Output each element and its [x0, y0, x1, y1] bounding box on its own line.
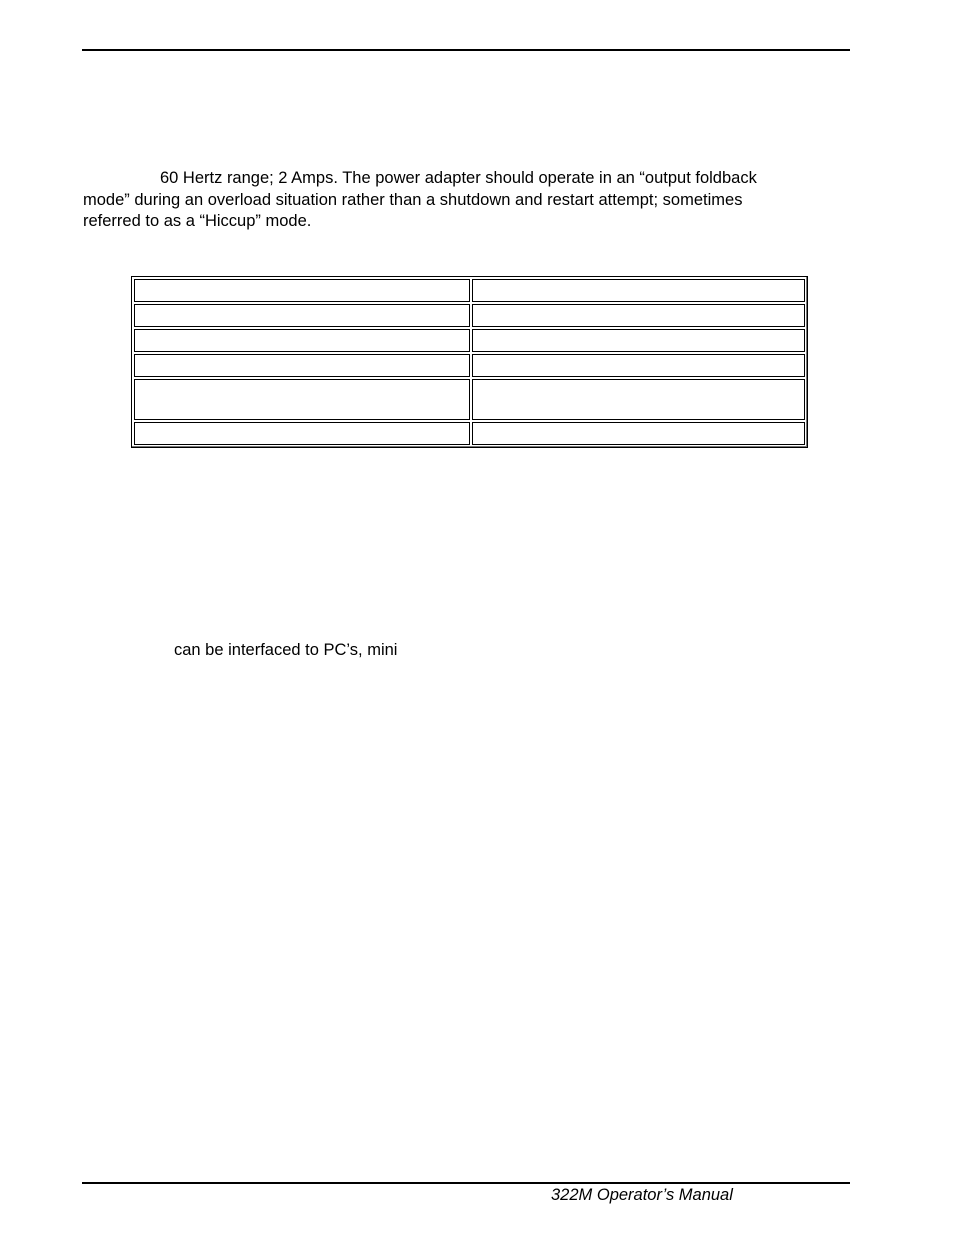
table-cell [134, 304, 470, 327]
footer-manual-title: 322M Operator’s Manual [551, 1186, 733, 1204]
table-row [134, 329, 805, 352]
table-cell [134, 279, 470, 302]
table-cell [472, 379, 805, 420]
table-row [134, 279, 805, 302]
table-cell [472, 422, 805, 445]
power-adapter-paragraph [83, 168, 853, 233]
table-row [134, 379, 805, 420]
interface-text: can be interfaced to PC’s, mini [174, 641, 398, 659]
table-row [134, 354, 805, 377]
table-cell [134, 379, 470, 420]
footer-rule [82, 1182, 850, 1184]
table-cell [134, 422, 470, 445]
table-cell [472, 279, 805, 302]
specification-table [131, 276, 808, 448]
table-row [134, 422, 805, 445]
table-row [134, 304, 805, 327]
header-rule [82, 49, 850, 51]
table-cell [134, 354, 470, 377]
table-cell [472, 354, 805, 377]
table-cell [472, 329, 805, 352]
paragraph-line: referred to as a “Hiccup” mode. [83, 212, 312, 230]
paragraph-line: 60 Hertz range; 2 Amps. The power adapter should operate in an “output foldback [160, 169, 757, 187]
paragraph-line: mode” during an overload situation rather than a shutdown and restart attempt; sometimes [83, 190, 743, 209]
table-cell [134, 329, 470, 352]
table-cell [472, 304, 805, 327]
